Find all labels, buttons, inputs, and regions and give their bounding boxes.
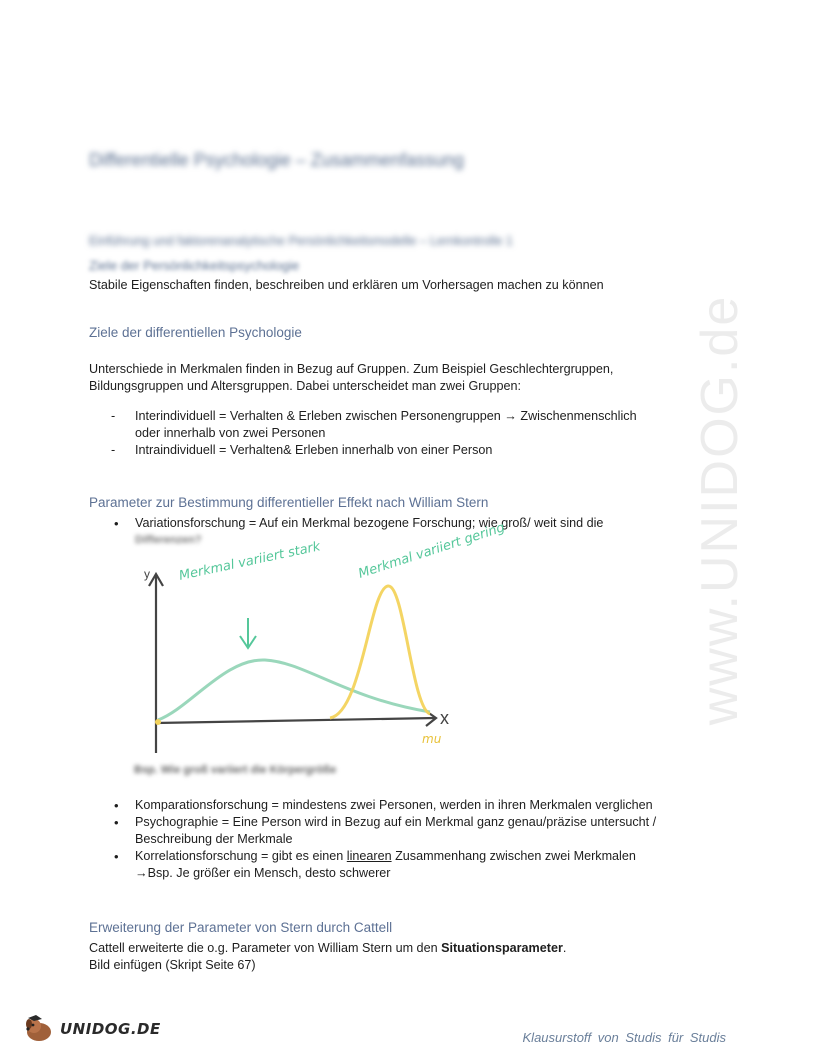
list-item: • Psychographie = Eine Person wird in Bezug auf ein Merkmal ganz genau/präzise untersucht / Beschreibung der Merkmale (89, 814, 669, 848)
x-axis-label: x (440, 708, 449, 728)
watermark-text: www.UNIDOG.de (691, 294, 749, 726)
heading-stern: Parameter zur Bestimmung differentieller Effekt nach William Stern (89, 495, 489, 510)
logo-text: UNIDOG.DE (60, 1020, 161, 1038)
annotation-left: Merkmal variiert stark (177, 539, 322, 584)
document-subheading: Einführung und faktorenanalytische Persönlichkeitsmodelle – Lernkontrolle 1 (89, 234, 513, 248)
text-cattell (89, 940, 566, 957)
origin-mark (155, 719, 161, 725)
figure-caption: Bsp. Wie groß variiert die Körpergröße (134, 764, 337, 776)
x-end-label: mu (422, 732, 442, 746)
document-title: Differentielle Psychologie – Zusammenfassung (89, 150, 464, 170)
footer-tagline: Klausurstoff von Studis für Studis (522, 1030, 726, 1045)
list-differential (89, 408, 649, 459)
correlation-underlined: linearen (346, 849, 392, 863)
list-item-correlation (89, 848, 669, 882)
list-item: - Intraindividuell = Verhalten& Erleben innerhalb von einer Person (89, 442, 649, 459)
list-stern-first (89, 515, 649, 532)
curve-broad (158, 660, 430, 720)
note-cattell: Bild einfügen (Skript Seite 67) (89, 958, 256, 972)
cattell-after: . (562, 941, 567, 955)
first-bullet-continuation: Differenzen? (135, 534, 202, 546)
curve-narrow (330, 586, 430, 718)
heading-cattell: Erweiterung der Parameter von Stern durch Cattell (89, 920, 393, 935)
correlation-after: Zusammenhang zwischen zwei Merkmalen (391, 849, 636, 863)
list-stern (89, 797, 669, 882)
x-axis (156, 718, 435, 723)
text-personality: Stabile Eigenschaften finden, beschreiben und erklären um Vorhersagen machen zu können (89, 278, 604, 292)
annotation-right: Merkmal variiert gering (356, 520, 507, 582)
list-item: • Variationsforschung = Auf ein Merkmal bezogene Forschung; wie groß/ weit sind die (89, 515, 649, 532)
annotation-arrow (240, 618, 256, 648)
dog-icon (22, 1014, 56, 1044)
list-item: • Komparationsforschung = mindestens zwei Personen, werden in ihren Merkmalen verglichen (89, 797, 669, 814)
y-axis-label: y (144, 567, 150, 581)
heading-differential: Ziele der differentiellen Psychologie (89, 325, 302, 340)
cattell-bold: Situationsparameter (441, 941, 563, 955)
correlation-example: →Bsp. Je größer ein Mensch, desto schwerer (135, 866, 391, 880)
watermark (620, 270, 820, 750)
paragraph-differential: Unterschiede in Merkmalen finden in Bezug auf Gruppen. Zum Beispiel Geschlechtergruppen, Bildungsgruppen und Altersgruppen. Dabei unterscheidet man zwei Gruppen: (89, 362, 614, 393)
heading-personality: Ziele der Persönlichkeitspsychologie (89, 258, 300, 273)
list-item: - Interindividuell = Verhalten & Erleben zwischen Personengruppen → Zwischenmenschlich oder innerhalb von zwei Personen (89, 408, 649, 442)
correlation-before: Korrelationsforschung = gibt es einen (135, 849, 347, 863)
cattell-before: Cattell erweiterte die o.g. Parameter von William Stern um den (89, 941, 442, 955)
footer-logo[interactable] (22, 1014, 161, 1044)
